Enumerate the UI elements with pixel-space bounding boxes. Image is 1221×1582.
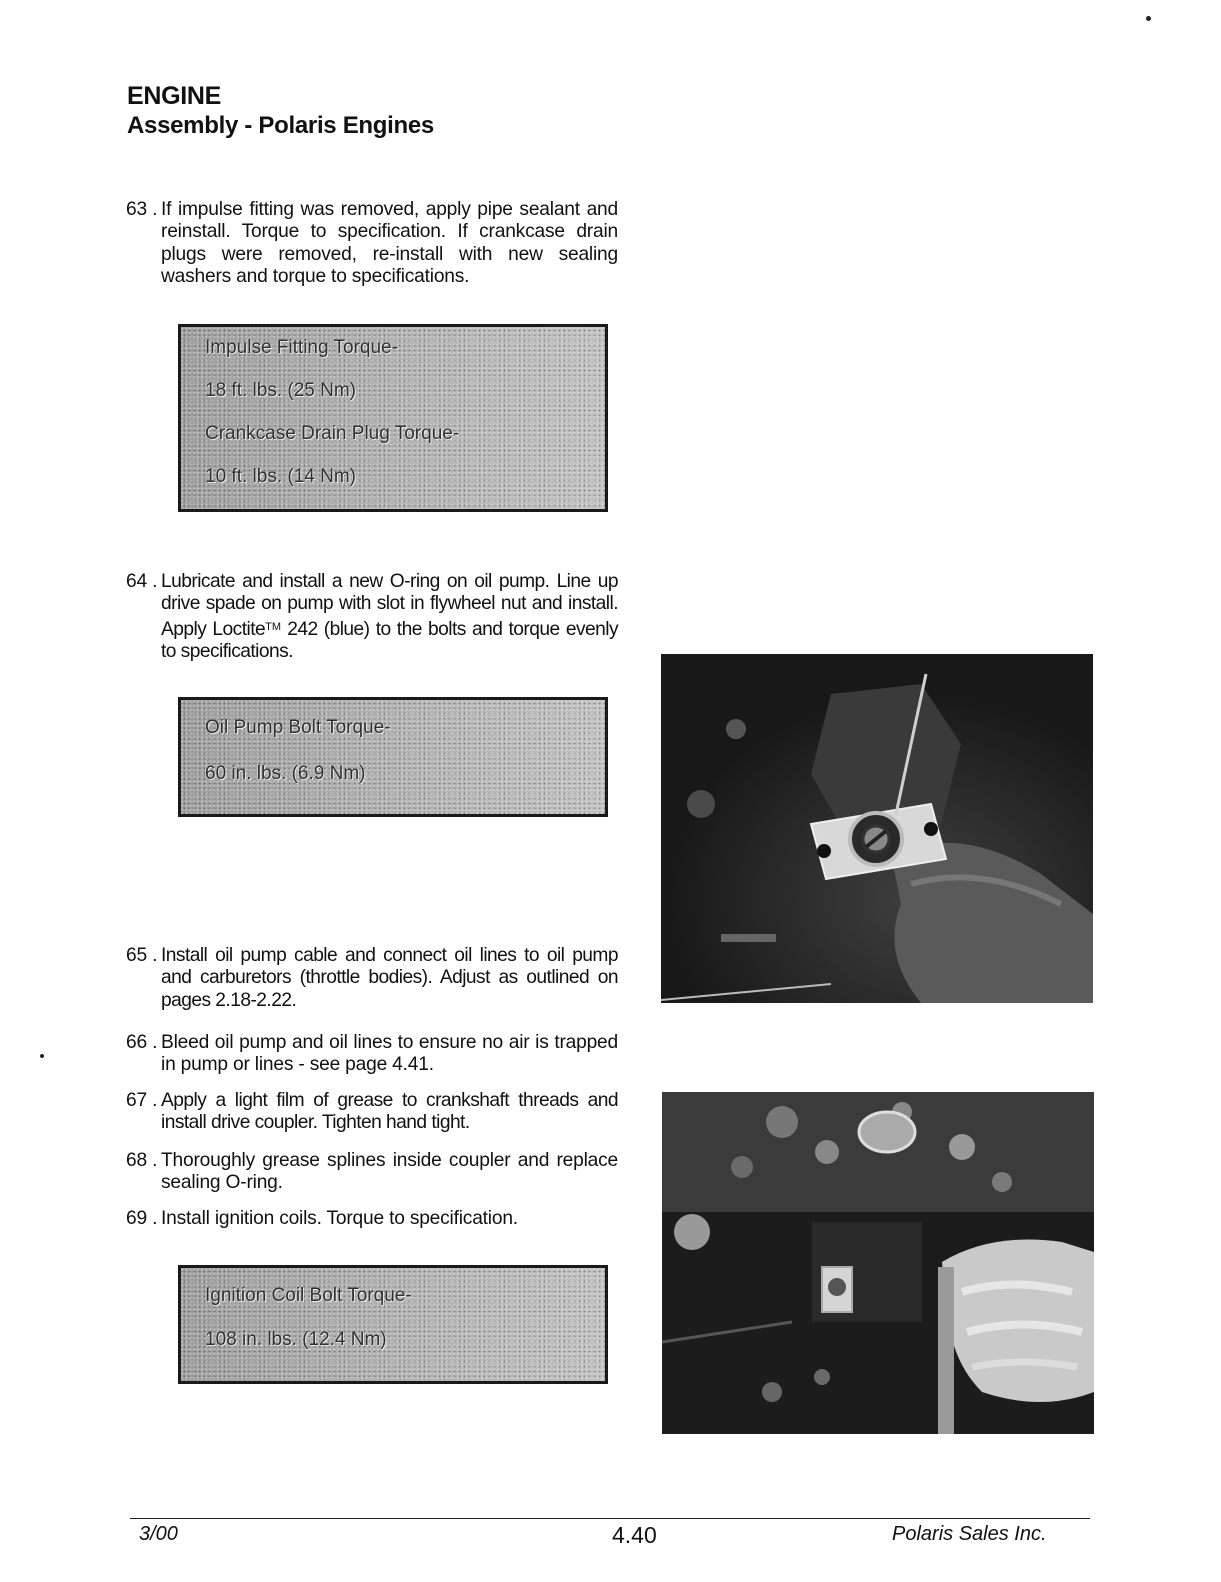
oil-pump-photo-illustration [661, 654, 1093, 1003]
step-number: 69 . [126, 1208, 158, 1229]
footer-date: 3/00 [139, 1523, 178, 1545]
step-number: 65 . [126, 945, 158, 966]
step-69 [126, 1208, 618, 1230]
page-number: 4.40 [612, 1522, 657, 1548]
spec-label: Ignition Coil Bolt Torque- [205, 1285, 412, 1306]
section-title: ENGINE [127, 82, 222, 110]
step-64 [126, 571, 618, 664]
spec-value: 18 ft. lbs. (25 Nm) [205, 380, 356, 401]
spec-value: 108 in. lbs. (12.4 Nm) [205, 1329, 387, 1350]
spec-label: Crankcase Drain Plug Torque- [205, 423, 460, 444]
spec-label: Impulse Fitting Torque- [205, 337, 398, 358]
spec-value: 10 ft. lbs. (14 Nm) [205, 466, 356, 487]
step-number: 66 . [126, 1032, 158, 1053]
scan-speck [1146, 16, 1151, 21]
step-text: Bleed oil pump and oil lines to ensure no air is trapped in pump or lines - see page 4.41. [161, 1032, 618, 1076]
footer-company: Polaris Sales Inc. [892, 1523, 1047, 1545]
spec-label: Oil Pump Bolt Torque- [205, 717, 391, 738]
step-number: 68 . [126, 1150, 158, 1171]
oil-pump-installation-photo [661, 654, 1093, 1003]
drive-coupler-photo [662, 1092, 1094, 1434]
step-text: Thoroughly grease splines inside coupler and replace sealing O-ring. [161, 1150, 618, 1194]
coupler-photo-illustration [662, 1092, 1094, 1434]
step-text: Lubricate and install a new O-ring on oil pump. Line up drive spade on pump with slot in flywheel nut and install. Apply Loctite™ 242 (blue) to the bolts and torque evenly to specifications. [161, 571, 618, 663]
step-number: 67 . [126, 1090, 158, 1111]
page-header [127, 82, 434, 140]
scan-speck [40, 1054, 44, 1058]
subsection-title: Assembly - Polaris Engines [127, 112, 434, 139]
step-66 [126, 1032, 618, 1077]
step-text: If impulse fitting was removed, apply pipe sealant and reinstall. Torque to specification. If crankcase drain plugs were removed, re-install with new sealing washers and torque to specifications. [161, 199, 618, 288]
step-65 [126, 945, 618, 1012]
step-68 [126, 1150, 618, 1195]
ignition-coil-torque-spec-box [178, 1265, 608, 1384]
step-number: 64 . [126, 571, 158, 592]
step-text: Install oil pump cable and connect oil lines to oil pump and carburetors (throttle bodies). Adjust as outlined on pages 2.18-2.22. [161, 945, 618, 1011]
step-number: 63 . [126, 199, 158, 220]
trademark-symbol: TM [265, 620, 282, 633]
oil-pump-torque-spec-box [178, 697, 608, 817]
impulse-torque-spec-box [178, 324, 608, 512]
step-67 [126, 1090, 618, 1135]
step-63 [126, 199, 618, 289]
footer-rule [130, 1518, 1090, 1519]
step-text: Apply a light film of grease to crankshaft threads and install drive coupler. Tighten hand tight. [161, 1090, 618, 1134]
spec-value: 60 in. lbs. (6.9 Nm) [205, 763, 366, 784]
step-text: Install ignition coils. Torque to specification. [161, 1208, 518, 1229]
